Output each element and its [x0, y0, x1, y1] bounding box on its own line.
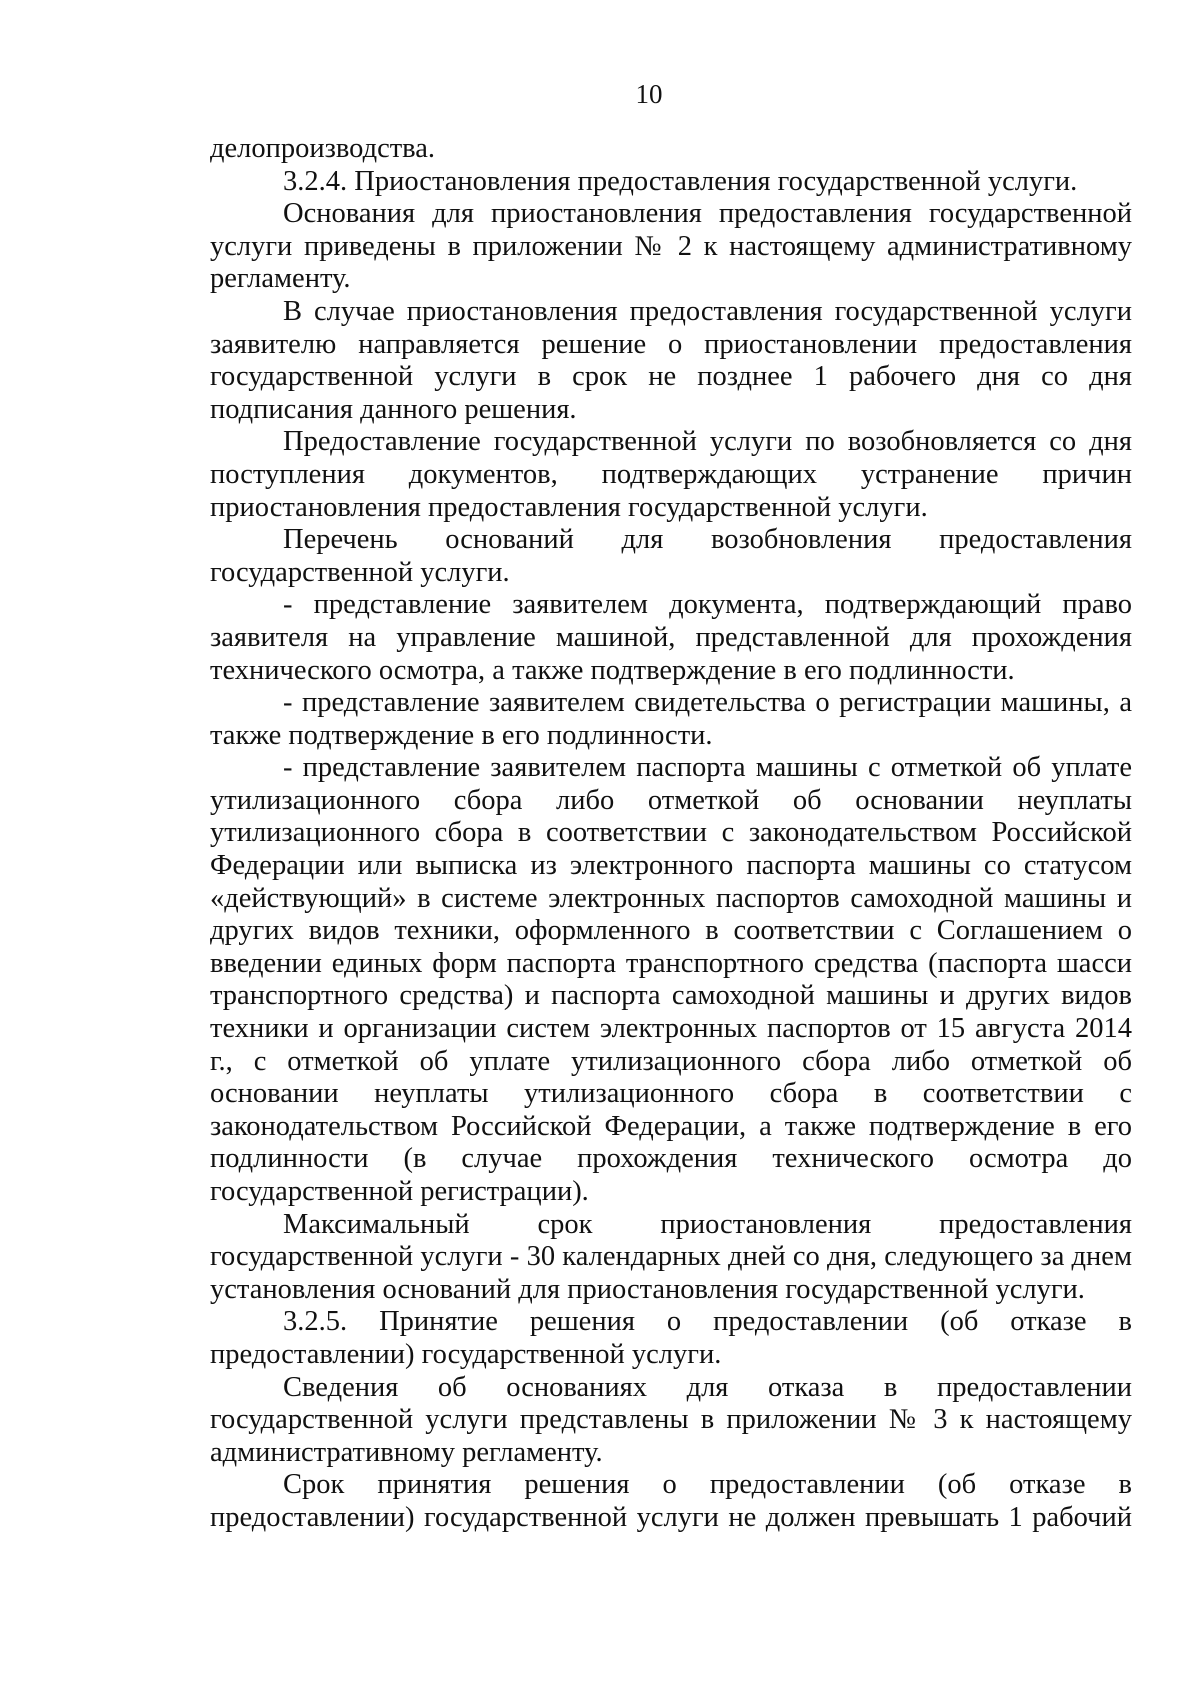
paragraph: Сведения об основаниях для отказа в предоставлении государственной услуги представлены в приложении № 3 к настоящему административному регламенту. [210, 1371, 1132, 1468]
paragraph-last: Срок принятия решения о предоставлении (об отказе в предоставлении) государственной услуги не должен превышать 1 рабочий [210, 1469, 1132, 1533]
paragraph: В случае приостановления предоставления государственной услуги заявителю направляется решение о приостановлении предоставления государственной услуги в срок не позднее 1 рабочего дня со дня подписания данного решения. [210, 295, 1132, 425]
paragraph: Максимальный срок приостановления предоставления государственной услуги - 30 календарных дней со дня, следующего за днем установления оснований для приостановления государственной услуги. [210, 1208, 1132, 1305]
document-body [210, 133, 1132, 1535]
section-heading-3-2-5: 3.2.5. Принятие решения о предоставлении (об отказе в предоставлении) государственной услуги. [210, 1306, 1132, 1370]
list-item: - представление заявителем свидетельства о регистрации машины, а также подтверждение в его подлинности. [210, 687, 1132, 751]
paragraph: Предоставление государственной услуги по возобновляется со дня поступления документов, подтверждающих устранение причин приостановления предоставления государственной услуги. [210, 426, 1132, 523]
section-heading-3-2-4: 3.2.4. Приостановления предоставления государственной услуги. [283, 165, 1078, 197]
paragraph: Основания для приостановления предоставления государственной услуги приведены в приложении № 2 к настоящему административному регламенту. [210, 198, 1132, 295]
page-number: 10 [635, 79, 663, 109]
list-item: - представление заявителем документа, подтверждающий право заявителя на управление машиной, представленной для прохождения технического осмотра, а также подтверждение в его подлинности. [210, 589, 1132, 686]
paragraph-continuation: делопроизводства. [210, 133, 436, 164]
paragraph: Перечень оснований для возобновления предоставления государственной услуги. [210, 524, 1132, 588]
list-item: - представление заявителем паспорта машины с отметкой об уплате утилизационного сбора либо отметкой об основании неуплаты утилизационного сбора в соответствии с законодательством Российской Федерации или выписка из электронного паспорта машины со статусом «действующий» в системе электронных паспортов самоходной машины и других видов техники, оформленного в соответствии с Соглашением о введении единых форм паспорта транспортного средства (паспорта шасси транспортного средства) и паспорта самоходной машины и других видов техники и организации систем электронных паспортов от 15 августа 2014 г., с отметкой об уплате утилизационного сбора либо отметкой об основании неуплаты утилизационного сбора в соответствии с законодательством Российской Федерации, а также подтверждение в его подлинности (в случае прохождения технического осмотра до государственной регистрации). [210, 752, 1132, 1207]
